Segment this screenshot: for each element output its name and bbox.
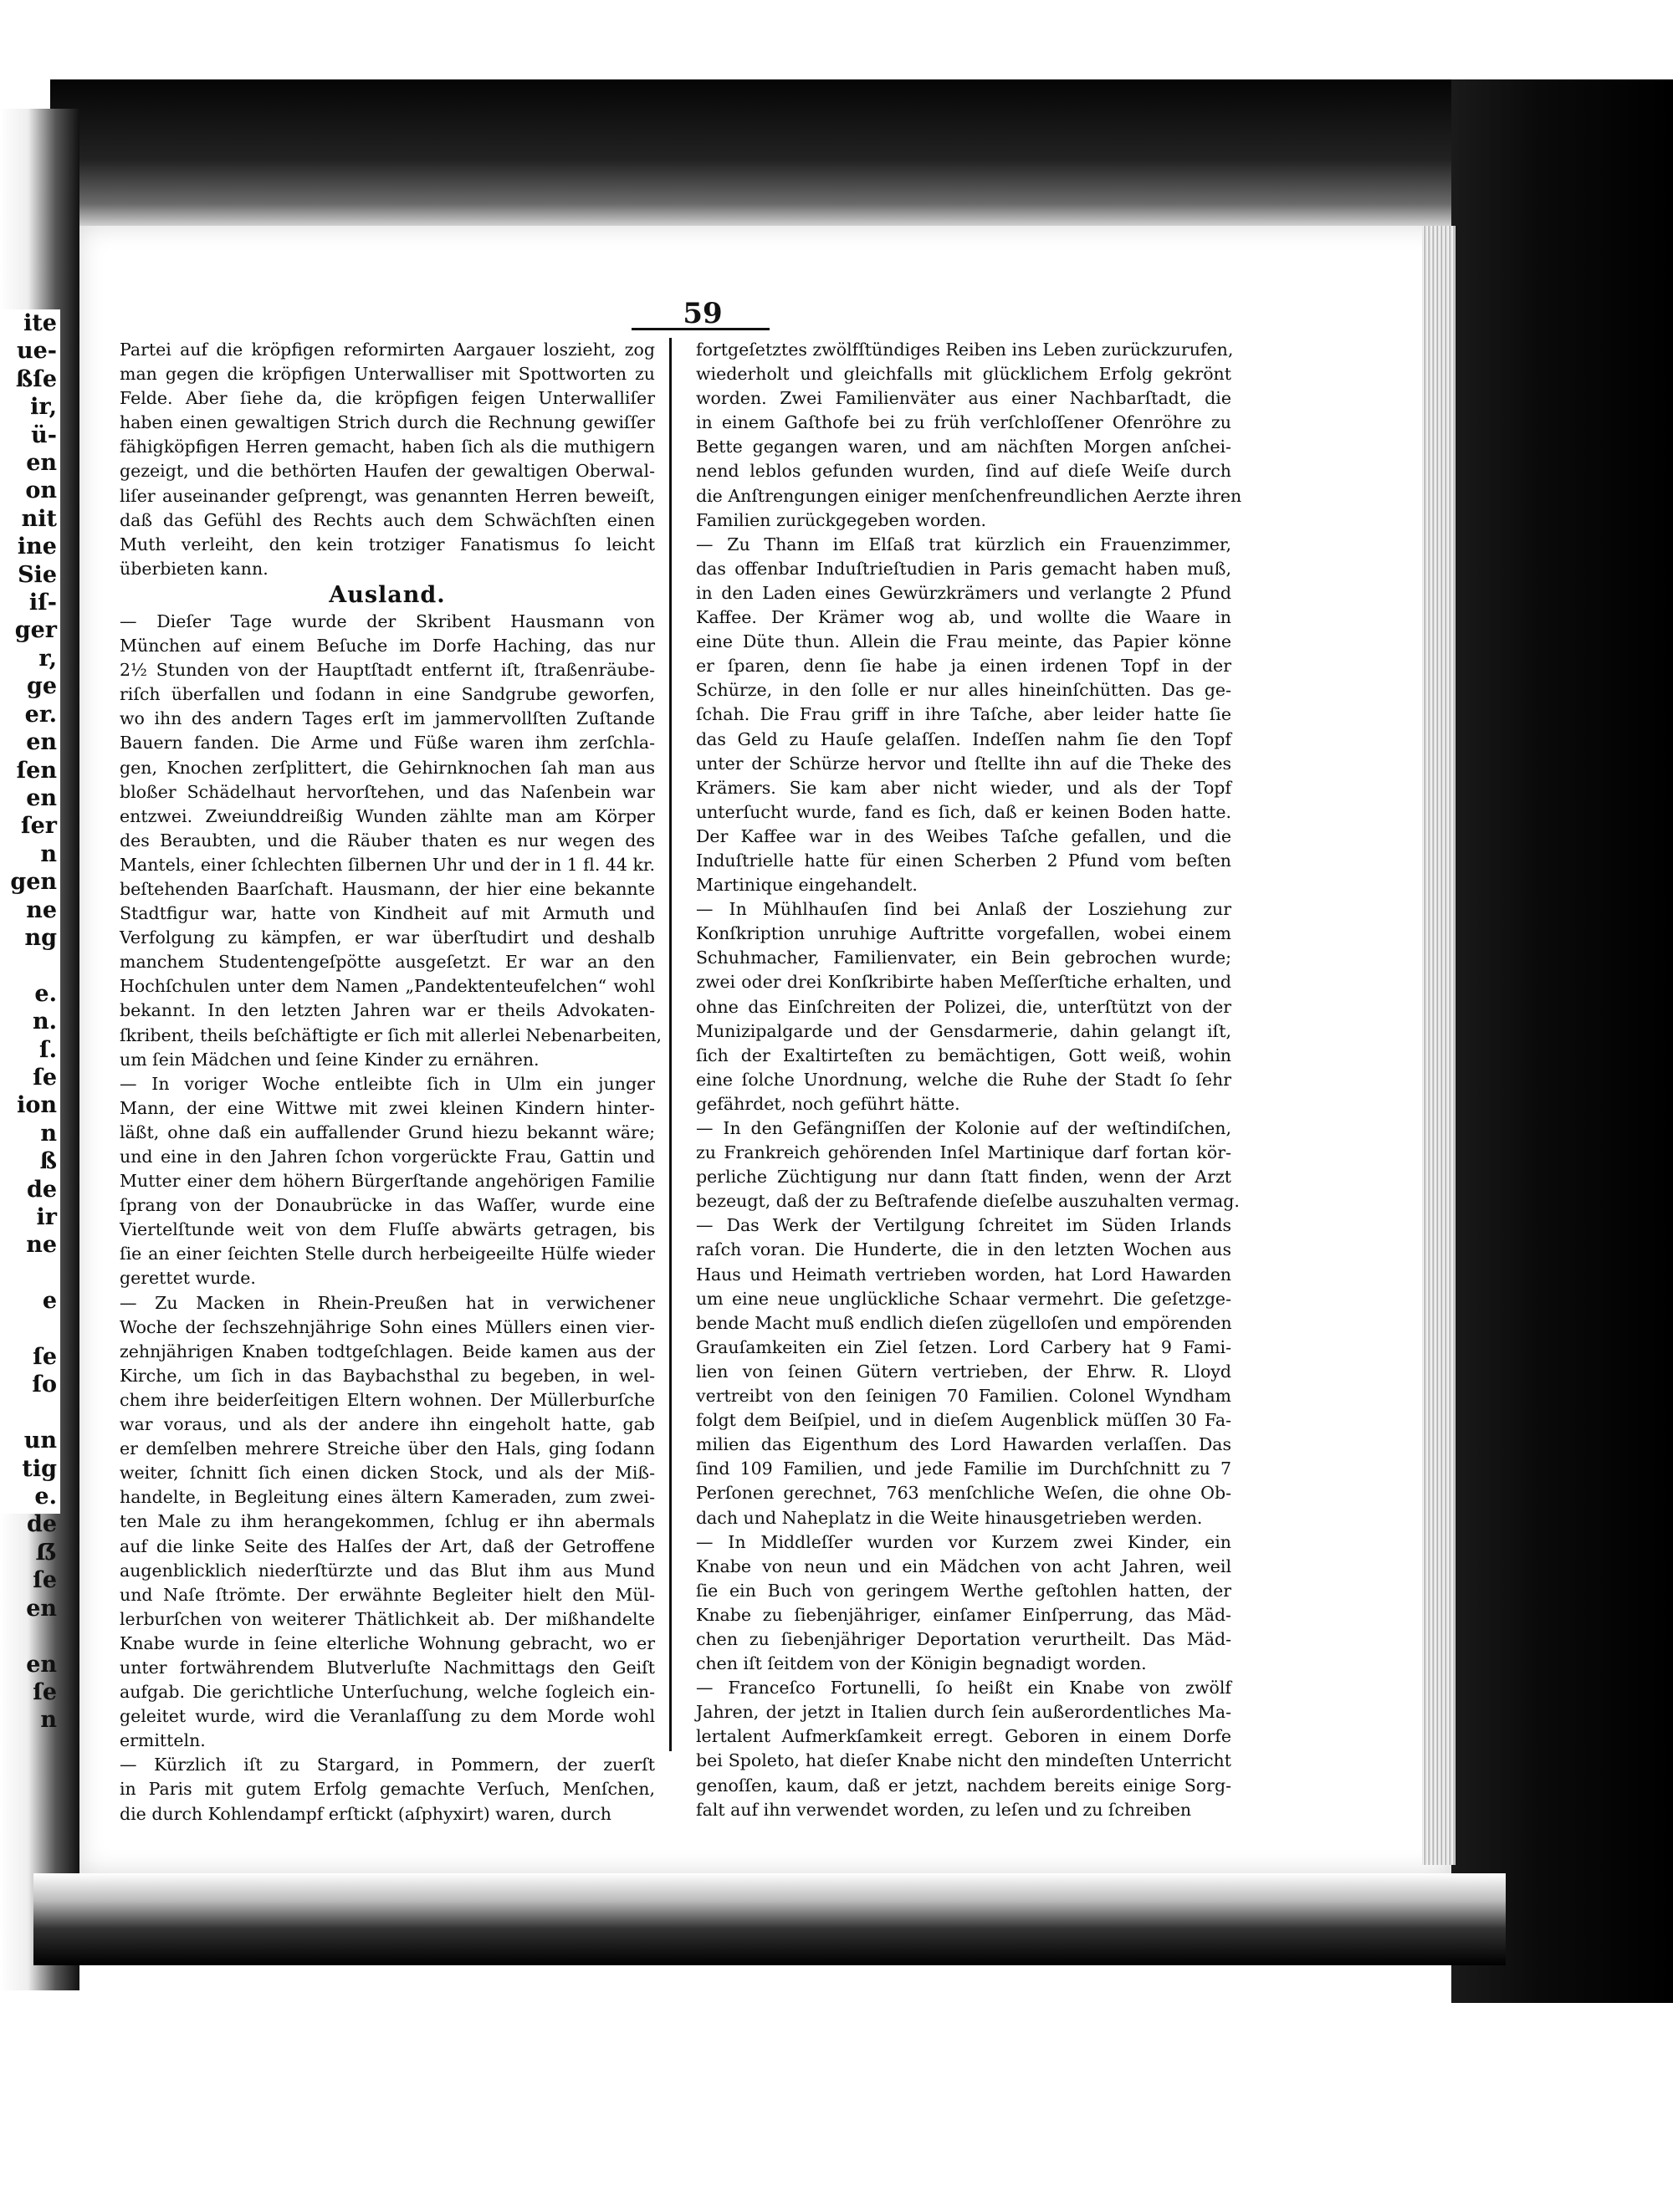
news-item xyxy=(120,1291,655,1754)
text-line: Mantels, einer ſchlechten ſilbernen Uhr und der in 1 fl. 44 kr. xyxy=(120,854,655,875)
previous-page-fragment: de xyxy=(26,1176,57,1203)
text-line: — Kürzlich iſt zu Stargard, in Pommern, der zuerſt xyxy=(120,1755,655,1775)
text-line: Familien zurückgegeben worden. xyxy=(696,509,987,530)
previous-page-edge xyxy=(0,309,60,1734)
text-line: Verfolgung zu kämpfen, er war überſtudirt und deshalb xyxy=(120,927,655,948)
news-item xyxy=(696,338,1242,533)
left-column xyxy=(120,338,662,1826)
text-line: überbieten kann. xyxy=(120,558,269,579)
text-line: Kirche, um ſich in das Baybachsthal zu begeben, in wel- xyxy=(120,1365,655,1386)
text-line: die Anſtrengungen einiger menſchenfreundlichen Aerzte ihren xyxy=(696,485,1242,506)
header-rule xyxy=(632,328,770,330)
previous-page-fragment: ſer xyxy=(20,813,57,840)
text-line: ſie ein Buch von geringem Werthe geſtohlen hatten, der xyxy=(696,1580,1231,1601)
text-line: Partei auf die kröpfigen reformirten Aargauer loszieht, zog xyxy=(120,340,655,360)
text-line: Knabe wurde in ſeine elterliche Wohnung gebracht, wo er xyxy=(120,1632,655,1653)
text-line: perliche Züchtigung nur dann ſtatt finden, wenn der Arzt xyxy=(696,1167,1231,1188)
previous-page-fragment: ir xyxy=(36,1204,57,1230)
previous-page-fragment xyxy=(0,952,60,979)
text-line: Jahren, der jetzt in Italien durch ſein außerordentliches Ma- xyxy=(696,1702,1231,1723)
text-line: Mann, der eine Wittwe mit zwei kleinen Kindern hinter- xyxy=(120,1097,655,1118)
text-line: bei Spoleto, hat dieſer Knabe nicht den mindeſten Unterricht xyxy=(696,1750,1231,1771)
text-line: milien das Eigenthum des Lord Hawarden verlaſſen. Das xyxy=(696,1434,1231,1455)
text-line: — Dieſer Tage wurde der Skribent Hausmann von xyxy=(120,610,655,631)
text-line: falt auf ihn verwendet worden, zu leſen und zu ſchreiben xyxy=(696,1799,1192,1820)
text-line: gerettet wurde. xyxy=(120,1268,256,1289)
text-line: zwei oder drei Konſkribirte haben Meſſerſtiche erhalten, und xyxy=(696,972,1231,993)
text-line: Munizipalgarde und der Gensdarmerie, dahin gelangt iſt, xyxy=(696,1020,1231,1041)
text-line: eine Düte thun. Allein die Frau meinte, das Papier könne xyxy=(696,631,1231,652)
article-continuation xyxy=(120,338,655,581)
text-line: er demſelben mehrere Streiche über den Hals, ging ſodann xyxy=(120,1438,655,1459)
text-line: auf die linke Seite des Halſes der Art, daß der Getroffene xyxy=(120,1535,655,1556)
text-line: ermitteln. xyxy=(120,1730,206,1751)
previous-page-fragment: tig xyxy=(22,1455,57,1482)
text-line: raſch voran. Die Hunderte, die in den letzten Wochen aus xyxy=(696,1239,1231,1260)
previous-page-fragment xyxy=(0,1315,60,1343)
text-line: Knabe von neun und ein Mädchen von acht Jahren, weil xyxy=(696,1556,1231,1576)
text-line: gen, Knochen zerſplittert, die Gehirnknochen ſah man aus xyxy=(120,757,655,778)
text-line: Viertelſtunde weit von dem Fluſſe abwärts getragen, bis xyxy=(120,1219,655,1240)
text-line: handelte, in Begleitung eines ältern Kameraden, zum zwei- xyxy=(120,1487,655,1508)
text-line: Bauern fanden. Die Arme und Füße waren ihm zerſchla- xyxy=(120,733,655,754)
text-line: ſprang von der Donaubrücke in das Waſſer, wurde eine xyxy=(120,1195,655,1216)
text-line: er ſparen, denn ſie habe ja einen irdenen Topf in der xyxy=(696,656,1231,677)
previous-page-fragment: n xyxy=(40,1120,57,1147)
text-line: Hochſchulen unter dem Namen „Pandektenteufelchen“ wohl xyxy=(120,976,655,997)
text-line: chen iſt ſeitdem von der Königin begnadigt worden. xyxy=(696,1653,1147,1674)
text-line: dach und Naheplatz in die Weite hinausgetrieben werden. xyxy=(696,1507,1203,1528)
previous-page-fragment xyxy=(0,1399,60,1427)
previous-page-fragment: ir, xyxy=(30,394,57,421)
news-item xyxy=(696,1530,1231,1677)
page-stack-edges xyxy=(1422,226,1456,1865)
news-item xyxy=(120,610,662,1072)
text-line: wiederholt und gleichfalls mit glücklichem Erfolg gekrönt xyxy=(696,364,1231,385)
news-item xyxy=(696,1676,1231,1822)
text-line: ten Male zu ihm herangekommen, ſchlug er ihn abermals xyxy=(120,1511,655,1532)
text-line: Schürze, in den ſolle er nur alles hineinſchütten. Das ge- xyxy=(696,680,1231,701)
previous-page-fragment: on xyxy=(25,478,57,504)
text-line: — In voriger Woche entleibte ſich in Ulm ein junger xyxy=(120,1073,655,1094)
text-line: Krämers. Sie kam aber nicht wieder, und als der Topf xyxy=(696,777,1231,798)
text-line: fortgeſetztes zwölfſtündiges Reiben ins Leben zurückzurufen, xyxy=(696,340,1234,360)
text-line: liſer auseinander geſprengt, was genannten Herren beweiſt, xyxy=(120,485,655,506)
news-item xyxy=(120,1072,655,1291)
scan-shadow-bottom xyxy=(33,1873,1506,1965)
text-line: Induſtrielle hatte für einen Scherben 2 Pfund vom beſten xyxy=(696,850,1231,871)
previous-page-fragment xyxy=(0,1622,60,1650)
text-line: riſch überfallen und ſodann in eine Sandgrube geworfen, xyxy=(120,684,655,705)
previous-page-fragment: ine xyxy=(17,534,57,560)
text-line: Grauſamkeiten ein Ziel ſetzen. Lord Carbery hat 9 Fami- xyxy=(696,1336,1231,1357)
text-line: augenblicklich niederſtürzte und das Blut ihm aus Mund xyxy=(120,1560,655,1581)
previous-page-fragment: n xyxy=(40,1707,57,1734)
text-line: lertalent Aufmerkſamkeit erregt. Geboren in einem Dorfe xyxy=(696,1726,1231,1747)
text-line: genoſſen, kaum, daß er jetzt, nachdem bereits einige Sorg- xyxy=(696,1775,1231,1796)
text-line: lien von ſeinen Gütern vertrieben, der Ehrw. R. Lloyd xyxy=(696,1361,1231,1382)
text-line: ſich der Exaltirteſten zu bemächtigen, Gott weiß, wohin xyxy=(696,1045,1231,1065)
news-item xyxy=(696,897,1231,1116)
text-line: — In den Gefängniſſen der Kolonie auf der weſtindiſchen, xyxy=(696,1118,1231,1138)
text-line: Knabe zu ſiebenjähriger, einſamer Einſperrung, das Mäd- xyxy=(696,1604,1231,1625)
right-column xyxy=(696,338,1242,1822)
previous-page-fragment: ne xyxy=(26,897,57,923)
text-line: geleitet wurde, wird die Veranlaſſung zu dem Morde wohl xyxy=(120,1706,655,1727)
text-line: — Zu Thann im Elſaß trat kürzlich ein Frauenzimmer, xyxy=(696,534,1231,554)
previous-page-fragment: iſ- xyxy=(28,590,57,616)
text-line: München auf einem Beſuche im Dorfe Haching, das nur xyxy=(120,636,655,656)
previous-page-fragment: ſe xyxy=(33,1678,57,1705)
previous-page-fragment: e. xyxy=(34,980,57,1007)
news-item xyxy=(696,1213,1231,1530)
text-line: lerburſchen von weiterer Thätlichkeit ab. Der mißhandelte xyxy=(120,1608,655,1629)
previous-page-fragment: ſen xyxy=(16,757,57,784)
text-line: ſind 109 Familien, und jede Familie im Durchſchnitt zu 7 xyxy=(696,1458,1231,1479)
text-line: chen zu ſiebenjähriger Deportation verurtheilt. Das Mäd- xyxy=(696,1628,1231,1649)
text-line: worden. Zwei Familienväter aus einer Nachbarſtadt, die xyxy=(696,388,1231,409)
scan-shadow-top xyxy=(50,79,1456,226)
previous-page-fragment: un xyxy=(23,1428,57,1454)
text-line: ſkribent, theils beſchäftigte er ſich mit allerlei Nebenarbeiten, xyxy=(120,1024,662,1045)
text-line: folgt dem Beiſpiel, und in dieſem Augenblick müſſen 30 Fa- xyxy=(696,1410,1231,1431)
text-line: ſie an einer ſeichten Stelle durch herbeigeeilte Hülfe wieder xyxy=(120,1244,655,1264)
text-line: um eine neue unglückliche Schaar vermehrt. Die geſetzge- xyxy=(696,1288,1231,1309)
previous-page-fragment: en xyxy=(26,729,57,756)
text-line: und Naſe ſtrömte. Der erwähnte Begleiter hielt den Mül- xyxy=(120,1584,655,1605)
text-line: haben einen gewaltigen Strich durch die Rechnung gewiſſer xyxy=(120,412,655,433)
previous-page-fragment: er. xyxy=(24,701,57,728)
text-line: die durch Kohlendampf erſtickt (aſphyxirt) waren, durch xyxy=(120,1803,611,1824)
previous-page-fragment: n. xyxy=(32,1009,57,1035)
news-item xyxy=(120,1753,655,1826)
previous-page-fragment: ge xyxy=(26,673,57,700)
text-line: nend leblos gefunden wurden, ſind auf dieſe Weiſe durch xyxy=(696,461,1231,482)
scan-shadow-right xyxy=(1451,79,1673,2003)
text-line: Felde. Aber ſiehe da, die kröpfigen feigen Unterwalliſer xyxy=(120,388,655,409)
previous-page-fragment: ger xyxy=(14,617,57,644)
previous-page-fragment: en xyxy=(26,450,57,477)
text-line: Muth verleiht, den kein trotziger Fanatismus ſo leicht xyxy=(120,534,655,554)
previous-page-fragment: ite xyxy=(23,310,57,336)
text-line: Kaffee. Der Krämer wog ab, und wollte die Waare in xyxy=(696,607,1231,628)
text-line: bloßer Schädelhaut hervorſtehen, und das Naſenbein war xyxy=(120,781,655,802)
previous-page-fragment: ſe xyxy=(33,1344,57,1371)
text-line: bekannt. In den letzten Jahren war er theils Advokaten- xyxy=(120,1000,655,1021)
previous-page-fragment: ẞ xyxy=(35,1539,57,1566)
text-line: Perſonen gerechnet, 763 menſchliche Weſen, die ohne Ob- xyxy=(696,1483,1231,1504)
previous-page-fragment: ne xyxy=(26,1232,57,1259)
text-line: aufgab. Die gerichtliche Unterſuchung, welche ſogleich ein- xyxy=(120,1682,655,1703)
text-line: chem ihre beiderſeitigen Eltern wohnen. Der Müllerburſche xyxy=(120,1389,655,1410)
column-divider xyxy=(669,338,672,1751)
previous-page-fragment: n xyxy=(40,840,57,867)
text-line: manchem Studentengeſpötte ausgeſetzt. Er war an den xyxy=(120,952,655,973)
text-line: Haus und Heimath vertrieben worden, hat Lord Hawarden xyxy=(696,1264,1231,1285)
text-line: zehnjährigen Knaben todtgeſchlagen. Beide kamen aus der xyxy=(120,1341,655,1361)
previous-page-fragment: ion xyxy=(17,1092,57,1119)
text-line: Schuhmacher, Familienvater, ein Bein gebrochen wurde; xyxy=(696,948,1231,968)
text-line: man gegen die kröpfigen Unterwalliser mit Spottworten zu xyxy=(120,364,655,385)
text-line: beſtehenden Baarſchaft. Hausmann, der hier eine bekannte xyxy=(120,878,655,899)
previous-page-fragment: ßſe xyxy=(15,365,57,392)
text-line: zu Frankreich gehörenden Inſel Martinique darf fortan kör- xyxy=(696,1142,1231,1163)
text-line: gezeigt, und die bethörten Haufen der gewaltigen Oberwal- xyxy=(120,461,655,482)
text-line: eine ſolche Unordnung, welche die Ruhe der Stadt ſo ſehr xyxy=(696,1069,1231,1090)
text-line: — In Middleſſer wurden vor Kurzem zwei Kinder, ein xyxy=(696,1531,1231,1552)
text-line: 2½ Stunden von der Hauptſtadt entfernt iſt, ſtraßenräube- xyxy=(120,660,655,681)
text-line: ohne das Einſchreiten der Polizei, die, unterſtützt von der xyxy=(696,996,1231,1017)
previous-page-fragment: ng xyxy=(24,924,57,951)
text-line: um ſein Mädchen und ſeine Kinder zu ernähren. xyxy=(120,1049,540,1070)
text-line: daß das Gefühl des Rechts auch dem Schwächſten einen xyxy=(120,509,655,530)
text-line: Der Kaffee war in des Weibes Taſche gefallen, und die xyxy=(696,825,1231,846)
text-line: Mutter einer dem höhern Bürgerſtande angehörigen Familie xyxy=(120,1171,655,1192)
text-line: gefährdet, noch geführt hätte. xyxy=(696,1093,960,1114)
text-line: war voraus, und als der andere ihn eingeholt hatte, gab xyxy=(120,1414,655,1435)
previous-page-fragment: e xyxy=(42,1288,57,1315)
text-line: Woche der ſechszehnjährige Sohn eines Müllers einen vier- xyxy=(120,1316,655,1337)
previous-page-fragment: ſo xyxy=(32,1372,57,1398)
page-number: 59 xyxy=(683,297,723,330)
text-line: und eine in den Jahren ſchon vorgerückte Frau, Gattin und xyxy=(120,1147,655,1167)
text-line: in einem Gaſthofe bei zu früh verſchloſſener Ofenröhre zu xyxy=(696,412,1231,433)
text-line: in Paris mit gutem Erfolg gemachte Verſuch, Menſchen, xyxy=(120,1779,655,1800)
previous-page-fragment: r, xyxy=(38,645,57,672)
previous-page-fragment: ue- xyxy=(16,338,57,365)
previous-page-fragment: de xyxy=(26,1511,57,1538)
text-line: — Das Werk der Vertilgung ſchreitet im Süden Irlands xyxy=(696,1215,1231,1236)
text-line: unter der Schürze hervor und ſtellte ihn auf die Theke des xyxy=(696,753,1231,774)
previous-page-fragment: en xyxy=(26,1595,57,1622)
text-line: bende Macht muß endlich dieſen zügelloſen und empörenden xyxy=(696,1312,1232,1333)
text-line: in den Laden eines Gewürzkrämers und verlangte 2 Pfund xyxy=(696,582,1231,603)
text-line: vertreibt von den ſeinigen 70 Familien. Colonel Wyndham xyxy=(696,1386,1231,1407)
previous-page-fragment: e. xyxy=(34,1484,57,1510)
text-line: Bette gegangen waren, und am nächſten Morgen anſchei- xyxy=(696,437,1231,457)
previous-page-fragment: ſe xyxy=(33,1567,57,1594)
text-line: wo ihn des andern Tages erſt im jammervollſten Zuſtande xyxy=(120,708,655,729)
news-item xyxy=(696,1116,1240,1213)
news-item xyxy=(696,533,1231,897)
previous-page-fragment: nit xyxy=(21,505,57,532)
previous-page-fragment: ſ. xyxy=(38,1036,57,1063)
previous-page-fragment: ß xyxy=(39,1148,57,1175)
previous-page-fragment: Sie xyxy=(18,561,57,588)
text-line: unter fortwährendem Blutverluſte Nachmittags den Geiſt xyxy=(120,1657,655,1678)
text-line: das Geld zu Hauſe gelaſſen. Indeſſen nahm ſie den Topf xyxy=(696,728,1231,749)
previous-page-fragment: en xyxy=(26,784,57,811)
text-line: Martinique eingehandelt. xyxy=(696,875,918,896)
text-line: — Zu Macken in Rhein-Preußen hat in verwichener xyxy=(120,1292,655,1313)
text-line: Stadtfigur war, hatte von Kindheit auf mit Armuth und xyxy=(120,903,655,924)
previous-page-fragment: en xyxy=(26,1651,57,1678)
text-line: Konſkription unruhige Auftritte vorgefallen, wobei einem xyxy=(696,923,1231,944)
text-line: weiter, ſchnitt ſich einen dicken Stock, und als der Miß- xyxy=(120,1463,655,1484)
text-line: — In Mühlhauſen ſind bei Anlaß der Losziehung zur xyxy=(696,899,1231,920)
text-line: des Beraubten, und die Räuber thaten es nur wegen des xyxy=(120,830,655,851)
text-line: ſchah. Die Frau griff in ihre Taſche, aber leider hatte ſie xyxy=(696,704,1231,725)
text-line: unterſucht wurde, fand es ſich, daß er keinen Boden hatte. xyxy=(696,801,1231,822)
text-line: läßt, ohne daß ein auffallender Grund hiezu bekannt wäre; xyxy=(120,1121,655,1142)
text-line: bezeugt, daß der zu Beſtrafende dieſelbe auszuhalten vermag. xyxy=(696,1191,1240,1212)
text-line: entzwei. Zweiunddreißig Wunden zählte man am Körper xyxy=(120,805,655,826)
text-line: fähigköpfigen Herren gemacht, haben ſich als die muthigern xyxy=(120,437,655,457)
previous-page-fragment: gen xyxy=(10,869,57,896)
text-line: — Franceſco Fortunelli, ſo heißt ein Knabe von zwölf xyxy=(696,1678,1231,1699)
section-heading: Ausland. xyxy=(329,581,446,608)
text-line: das offenbar Induſtrieſtudien in Paris gemacht haben muß, xyxy=(696,558,1231,579)
scan-background xyxy=(0,0,1673,79)
previous-page-fragment: ſe xyxy=(33,1064,57,1091)
previous-page-fragment xyxy=(0,1259,60,1287)
previous-page-fragment: ü- xyxy=(31,421,57,448)
